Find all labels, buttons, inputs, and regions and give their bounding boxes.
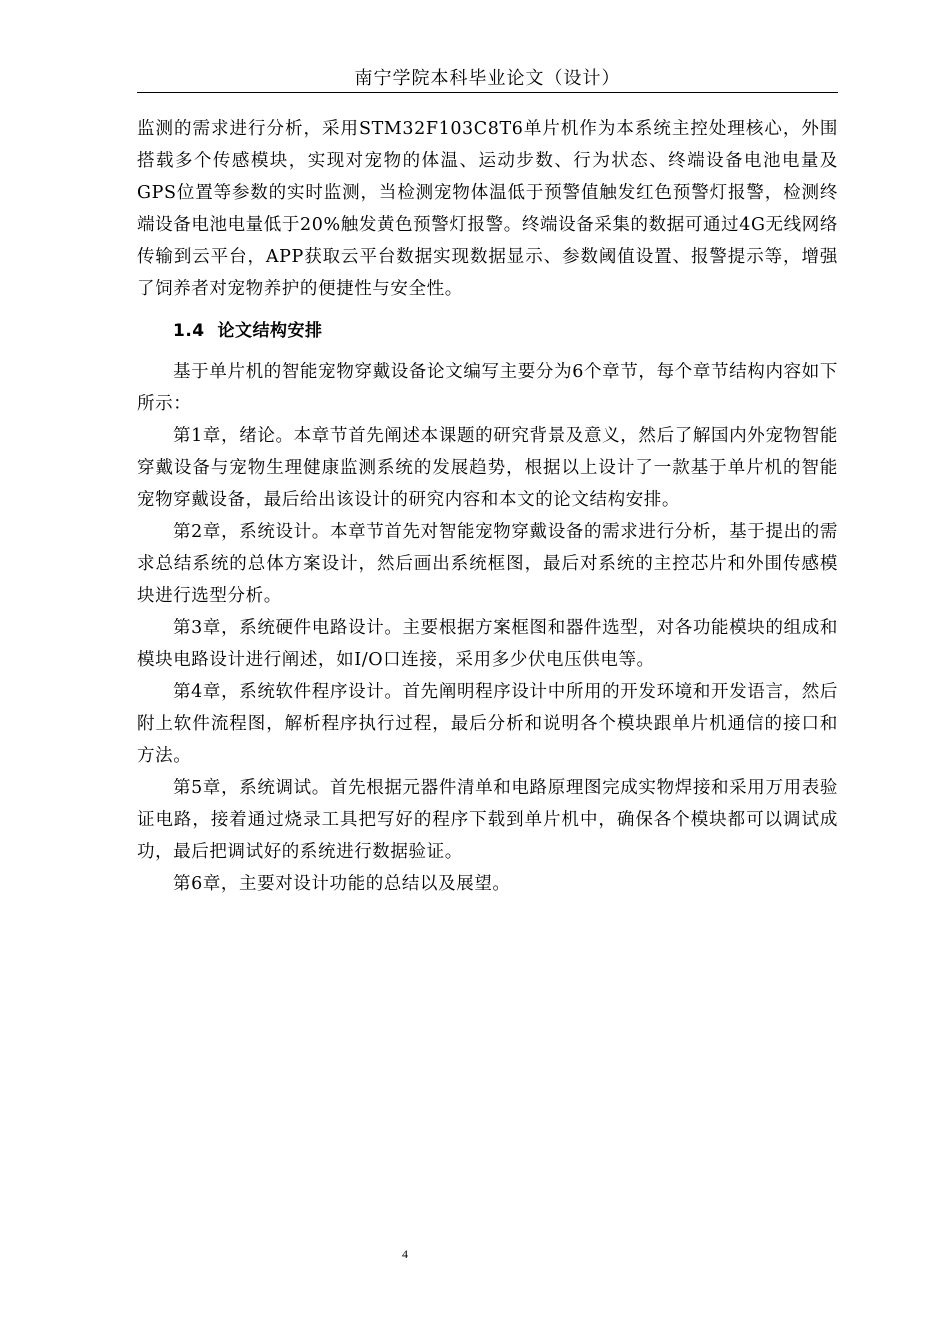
paragraph-chapter-5: 第5章，系统调试。首先根据元器件清单和电路原理图完成实物焊接和采用万用表验证电路，接着通过烧录工具把写好的程序下载到单片机中，确保各个模块都可以调试成功，最后把调试好的系统进行数据验证。 (137, 778, 838, 862)
paragraph-chapter-2: 第2章，系统设计。本章节首先对智能宠物穿戴设备的需求进行分析，基于提出的需求总结系统的总体方案设计，然后画出系统框图，最后对系统的主控芯片和外围传感模块进行选型分析。 (137, 522, 838, 606)
intro-paragraph: 监测的需求进行分析，采用STM32F103C8T6单片机作为本系统主控处理核心，外围搭载多个传感模块，实现对宠物的体温、运动步数、行为状态、终端设备电池电量及GPS位置等参数的实时监测，当检测宠物体温低于预警值触发红色预警灯报警，检测终端设备电池电量低于20%触发黄色预警灯报警。终端设备采集的数据可通过4G无线网络传输到云平台，APP获取云平台数据实现数据显示、参数阈值设置、报警提示等，增强了饲养者对宠物养护的便捷性与安全性。 (137, 119, 838, 299)
page-number: 4 (402, 1247, 408, 1261)
paragraph-chapter-4: 第4章，系统软件程序设计。首先阐明程序设计中所用的开发环境和开发语言，然后附上软件流程图，解析程序执行过程，最后分析和说明各个模块跟单片机通信的接口和方法。 (137, 682, 838, 766)
section-number: 1.4 (173, 321, 205, 341)
section-heading (137, 315, 838, 347)
header-rule (137, 92, 838, 93)
paragraph-chapter-3: 第3章，系统硬件电路设计。主要根据方案框图和器件选型，对各功能模块的组成和模块电路设计进行阐述，如I/O口连接，采用多少伏电压供电等。 (137, 618, 838, 670)
paragraph-chapter-6: 第6章，主要对设计功能的总结以及展望。 (173, 874, 511, 894)
page-header: 南宁学院本科毕业论文（设计） (354, 68, 621, 89)
section-title: 论文结构安排 (217, 321, 323, 341)
body-text (137, 113, 838, 900)
paragraph-overview: 基于单片机的智能宠物穿戴设备论文编写主要分为6个章节，每个章节结构内容如下所示： (137, 362, 838, 414)
paragraph-chapter-1: 第1章，绪论。本章节首先阐述本课题的研究背景及意义，然后了解国内外宠物智能穿戴设备与宠物生理健康监测系统的发展趋势，根据以上设计了一款基于单片机的智能宠物穿戴设备，最后给出该设计的研究内容和本文的论文结构安排。 (137, 426, 838, 510)
